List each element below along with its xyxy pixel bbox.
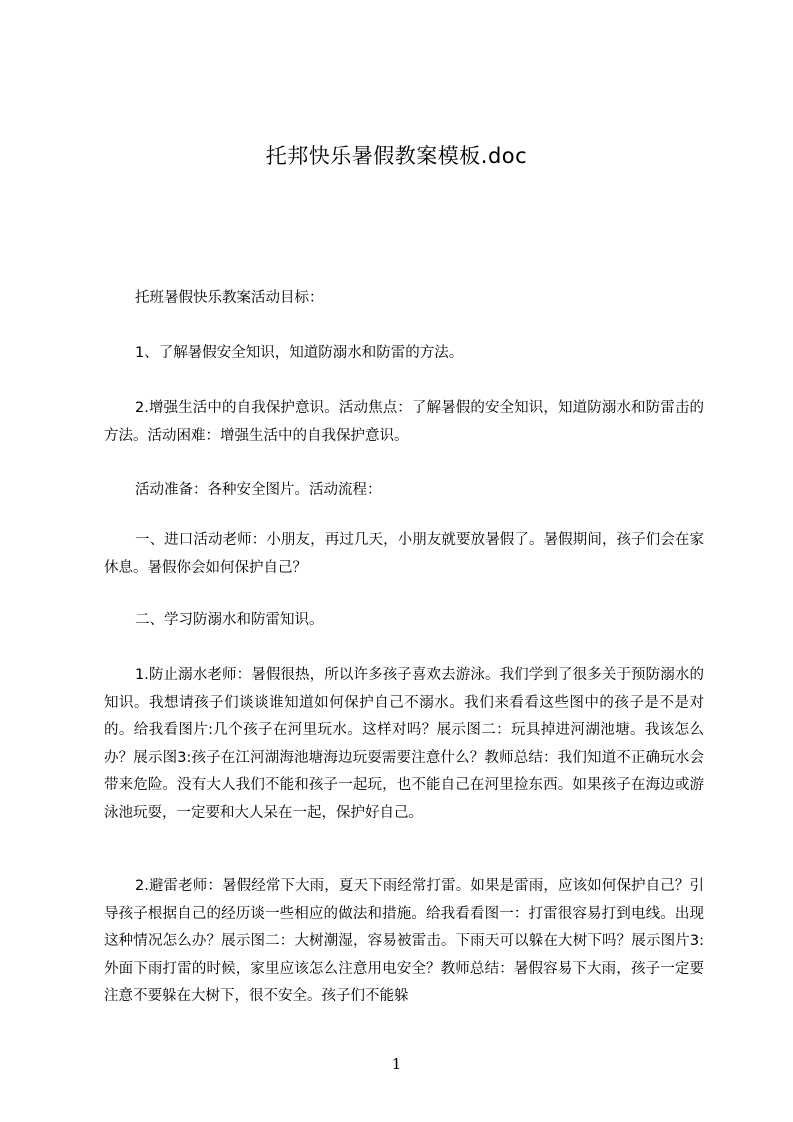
paragraph-lightning-safety: 2.避雷老师：暑假经常下大雨，夏天下雨经常打雷。如果是雷雨，应该如何保护自己？引导孩子根据自己的经历谈一些相应的做法和措施。给我看看图一：打雷很容易打到电线。出现这种情况怎么办？展示图二：大树潮湿，容易被雷击。下雨天可以躲在大树下吗？展示图片3:外面下雨打雷的时候，家里应该怎么注意用电安全？教师总结：暑假容易下大雨，孩子一定要注意不要躲在大树下，很不安全。孩子们不能躲 <box>104 878 704 1004</box>
paragraph-drowning-prevention: 1.防止溺水老师：暑假很热，所以许多孩子喜欢去游泳。我们学到了很多关于预防溺水的知识。我想请孩子们谈谈谁知道如何保护自己不溺水。我们来看看这些图中的孩子是不是对的。给我看图片:几个孩子在河里玩水。这样对吗？展示图二：玩具掉进河湖池塘。我该怎么办？展示图3:孩子在江河湖海池塘海边玩耍需要注意什么？教师总结：我们知道不正确玩水会带来危险。没有大人我们不能和孩子一起玩，也不能自己在河里捡东西。如果孩子在海边或游泳池玩耍，一定要和大人呆在一起，保护好自己。 <box>104 667 704 821</box>
paragraph-activity-goals-heading: 托班暑假快乐教案活动目标： <box>135 290 324 306</box>
paragraph-introduction: 一、进口活动老师：小朋友，再过几天，小朋友就要放暑假了。暑假期间，孩子们会在家休息。暑假你会如何保护自己？ <box>104 532 704 576</box>
paragraph-goal-1: 1、了解暑假安全知识，知道防溺水和防雷的方法。 <box>135 345 464 361</box>
paragraph-section-2-heading: 二、学习防溺水和防雷知识。 <box>135 612 324 628</box>
document-title: 托邦快乐暑假教案模板.doc <box>265 144 528 168</box>
paragraph-preparation: 活动准备：各种安全图片。活动流程： <box>135 482 382 498</box>
paragraph-goal-2: 2.增强生活中的自我保护意识。活动焦点：了解暑假的安全知识，知道防溺水和防雷击的方法。活动困难：增强生活中的自我保护意识。 <box>104 400 704 444</box>
page-number: 1 <box>391 1055 402 1073</box>
